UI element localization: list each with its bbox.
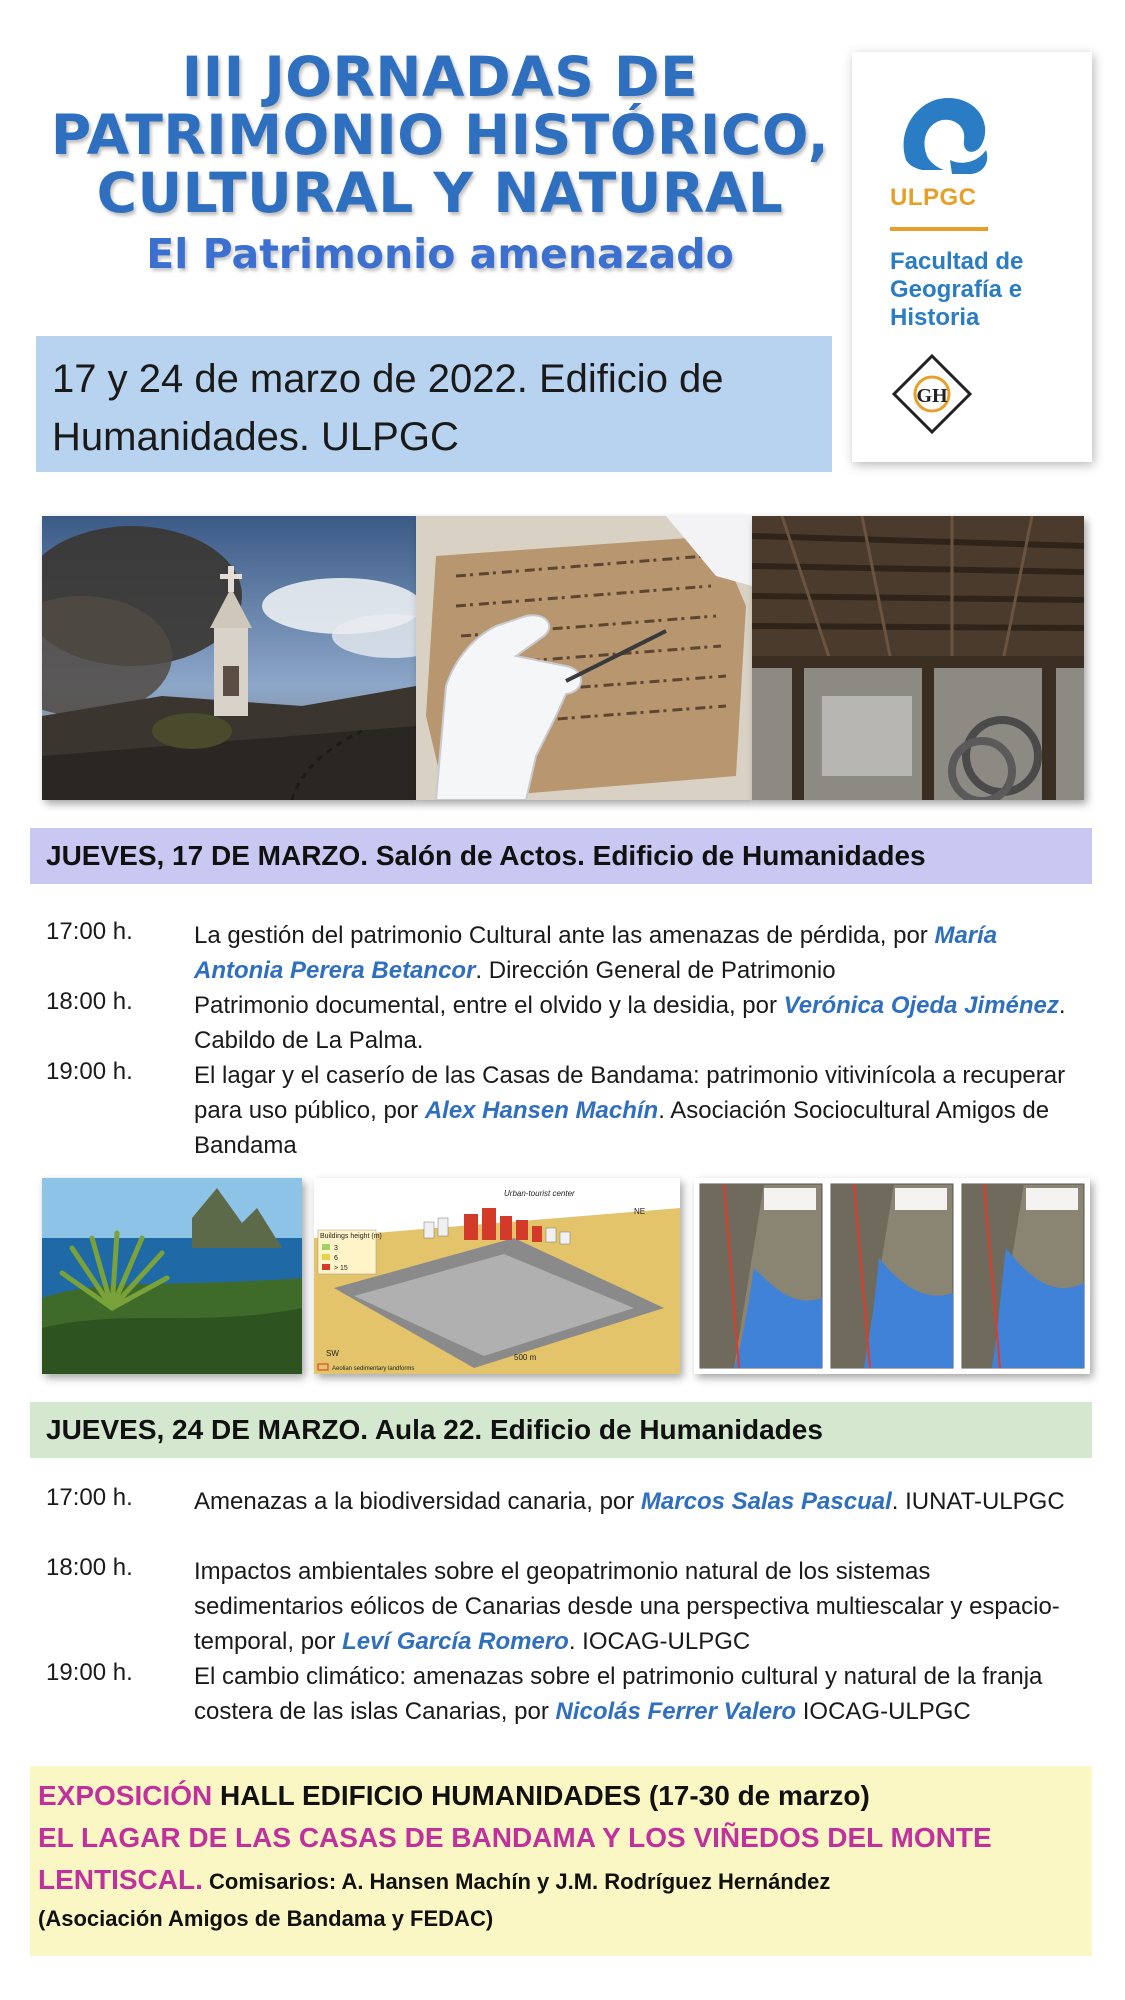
exhibition-header bbox=[38, 1780, 870, 1812]
day1-talk1 bbox=[194, 918, 1074, 988]
title-line-3: CULTURAL Y NATURAL bbox=[96, 161, 784, 225]
legend-item: > 15 bbox=[334, 1265, 348, 1272]
talk-affiliation: IOCAG-ULPGC bbox=[796, 1698, 971, 1725]
day2-talk3-time: 19:00 h. bbox=[46, 1659, 133, 1686]
day2-talk1 bbox=[194, 1484, 1074, 1519]
talk-affiliation: . Asociación Sociocultural Amigos de Bandama bbox=[194, 1097, 1050, 1159]
exhibition-organizers: (Asociación Amigos de Bandama y FEDAC) bbox=[38, 1906, 494, 1931]
talk-speaker: María Antonia Perera Betancor bbox=[194, 922, 998, 984]
logo-divider bbox=[890, 227, 988, 231]
event-subtitle: El Patrimonio amenazado bbox=[146, 230, 734, 278]
day1-talk2-time: 18:00 h. bbox=[46, 988, 133, 1015]
gh-emblem-icon bbox=[890, 352, 974, 436]
talk-title: Amenazas a la biodiversidad canaria, por bbox=[194, 1488, 641, 1515]
day1-heading: JUEVES, 17 DE MARZO. Salón de Actos. Edificio de Humanidades bbox=[46, 840, 926, 871]
logo-faculty-name bbox=[890, 248, 1086, 332]
day1-talk1-time: 17:00 h. bbox=[46, 918, 133, 945]
legend-item: 3 bbox=[334, 1245, 338, 1252]
exhibition-title-line-2 bbox=[38, 1864, 830, 1896]
photo-volcano-chapel bbox=[42, 516, 416, 800]
ulpgc-wave-icon bbox=[892, 90, 996, 176]
talk-speaker: Verónica Ojeda Jiménez bbox=[783, 992, 1059, 1019]
talk-title: El cambio climático: amenazas sobre el patrimonio cultural y natural de la franja costera de las islas Canarias, por bbox=[194, 1663, 1043, 1725]
exhibition-box bbox=[30, 1766, 1092, 1956]
talk-title: Patrimonio documental, entre el olvido y la desidia, por bbox=[194, 992, 784, 1019]
exhibition-title-end: LENTISCAL. bbox=[38, 1864, 203, 1895]
talk-title: El lagar y el caserío de las Casas de Bandama: patrimonio vitivinícola a recuperar para uso público, por bbox=[194, 1062, 1066, 1124]
photo-document-conservation bbox=[416, 516, 752, 800]
exhibition-title-line-1: EL LAGAR DE LAS CASAS DE BANDAMA Y LOS VIÑEDOS DEL MONTE bbox=[38, 1822, 992, 1853]
dates-text bbox=[52, 350, 832, 466]
talk-title: Impactos ambientales sobre el geopatrimonio natural de los sistemas sedimentarios eólicos de Canarias desde una perspectiva multiescalar y espacio-temporal, por bbox=[194, 1558, 1060, 1655]
dates-line-2: Humanidades. ULPGC bbox=[52, 415, 459, 459]
diagram-scale: 500 m bbox=[514, 1353, 537, 1362]
diagram-title: Urban-tourist center bbox=[504, 1189, 575, 1198]
diagram-axis-label: SW bbox=[326, 1349, 339, 1358]
day2-talk2 bbox=[194, 1554, 1074, 1659]
talk-speaker: Leví García Romero bbox=[342, 1628, 569, 1655]
talk-speaker: Marcos Salas Pascual bbox=[640, 1488, 892, 1515]
title-line-1: III JORNADAS DE bbox=[181, 45, 699, 109]
exhibition-label: EXPOSICIÓN bbox=[38, 1780, 213, 1811]
day2-heading-bar bbox=[30, 1402, 1092, 1458]
day2-heading: JUEVES, 24 DE MARZO. Aula 22. Edificio de Humanidades bbox=[46, 1414, 823, 1445]
diagram-footer: Aeolian sedimentary landforms bbox=[332, 1366, 415, 1372]
talk-title: La gestión del patrimonio Cultural ante las amenazas de pérdida, por bbox=[194, 922, 935, 949]
talk-affiliation: . Cabildo de La Palma. bbox=[194, 992, 1066, 1054]
dates-line-1: 17 y 24 de marzo de 2022. Edificio de bbox=[52, 357, 724, 401]
logo-acronym: ULPGC bbox=[890, 184, 977, 211]
exhibition-curators: Comisarios: A. Hansen Machín y J.M. Rodríguez Hernández bbox=[202, 1869, 831, 1894]
day2-talk3 bbox=[194, 1659, 1074, 1729]
ulpgc-faculty-logo bbox=[852, 52, 1092, 462]
diagram-urban-dunes bbox=[314, 1178, 680, 1374]
day1-talk2 bbox=[194, 988, 1074, 1058]
faculty-line-2: Geografía e bbox=[890, 276, 1023, 303]
faculty-line-3: Historia bbox=[890, 304, 980, 331]
event-title bbox=[30, 45, 850, 280]
day2-talk1-time: 17:00 h. bbox=[46, 1484, 133, 1511]
faculty-line-1: Facultad de bbox=[890, 248, 1024, 275]
day1-talk3 bbox=[194, 1058, 1074, 1163]
day2-talk2-time: 18:00 h. bbox=[46, 1554, 133, 1581]
day1-heading-bar bbox=[30, 828, 1092, 884]
title-line-2: PATRIMONIO HISTÓRICO, bbox=[50, 103, 830, 167]
talk-affiliation: . Dirección General de Patrimonio bbox=[475, 957, 836, 984]
exhibition-location: HALL EDIFICIO HUMANIDADES (17-30 de marzo) bbox=[212, 1780, 870, 1811]
maps-coastal-flooding bbox=[694, 1178, 1090, 1374]
talk-speaker: Nicolás Ferrer Valero bbox=[555, 1698, 797, 1725]
talk-speaker: Alex Hansen Machín bbox=[424, 1097, 659, 1124]
photo-coastal-vegetation bbox=[42, 1178, 302, 1374]
day1-talk3-time: 19:00 h. bbox=[46, 1058, 133, 1085]
talk-affiliation: . IOCAG-ULPGC bbox=[568, 1628, 751, 1655]
talk-affiliation: . IUNAT-ULPGC bbox=[891, 1488, 1065, 1515]
legend-title: Buildings height (m) bbox=[320, 1233, 382, 1240]
legend-item: 6 bbox=[334, 1255, 338, 1262]
diagram-axis-label: NE bbox=[634, 1207, 646, 1216]
emblem-letters: GH bbox=[916, 385, 948, 407]
photo-wooden-roof bbox=[752, 516, 1084, 800]
